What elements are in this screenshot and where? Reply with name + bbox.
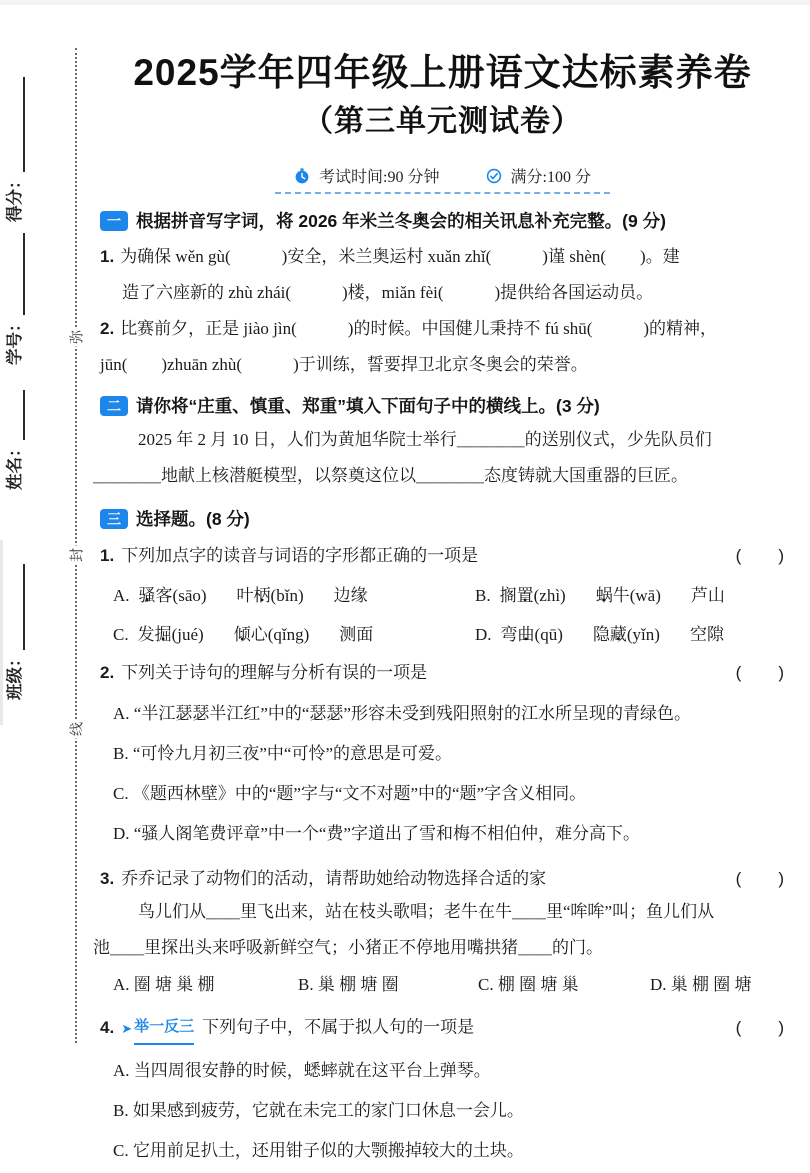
question-1-options — [113, 583, 785, 648]
exam-meta-row — [100, 164, 785, 187]
student-number-label: 学号： — [6, 315, 24, 365]
section-two-paragraph — [93, 422, 785, 494]
section-one-marker: 一 — [100, 211, 128, 231]
option-word: 蜗 •牛(wā) — [596, 583, 661, 609]
section-two-header — [100, 393, 785, 418]
option-word: 发掘 •(jué) — [138, 622, 204, 648]
fill-blank-line-2: ＿＿＿＿地献上核潜艇模型，以祭奠这位以＿＿＿＿态度铸就大国重器的巨匠。 — [93, 466, 688, 486]
option-c: C. 棚 圈 塘 巢 — [478, 975, 579, 995]
paper-title: 2025学年四年级上册语文达标素养卷 — [133, 52, 752, 93]
class-label: 班级： — [6, 650, 24, 700]
item-number: 1. — [100, 247, 115, 267]
option-b: B. “可怜九月初三夜”中“可怜”的意思是可爱。 — [113, 744, 453, 764]
question-3-answer-bracket: ( ) — [735, 869, 785, 889]
option-word: 边缘 — [333, 586, 368, 606]
question-4-stem — [121, 1012, 727, 1045]
pinyin-item-2-line-1 — [100, 311, 785, 347]
score-field — [3, 72, 25, 222]
question-1-stem-row — [100, 541, 785, 571]
pinyin-item-1 — [100, 239, 785, 311]
section-three-header — [100, 506, 785, 531]
question-3-options — [113, 968, 785, 1002]
seal-char-feng: 封 — [68, 546, 86, 565]
seal-char-mi: 弥 — [68, 328, 86, 347]
question-1-answer-bracket: ( ) — [735, 546, 785, 566]
paper-subtitle: （第三单元测试卷） — [303, 105, 582, 139]
option-a: A. “半江瑟瑟半江红”中的“瑟瑟”形容未受到残阳照射的江水所呈现的青绿色。 — [113, 704, 691, 724]
section-two-marker: 二 — [100, 396, 128, 416]
option-d — [475, 622, 785, 648]
option-word: 叶柄 •(bǐn) — [237, 583, 304, 609]
arrow-right-icon: ➤ — [121, 1020, 133, 1036]
option-c: C. 它用前足扒土，还用钳子似的大颚搬掉较大的土块。 — [113, 1141, 524, 1161]
question-4-number: 4. — [100, 1017, 115, 1037]
seal-char-xian: 线 — [68, 720, 86, 739]
class-blank-line — [9, 565, 25, 651]
question-3-paragraph — [93, 894, 785, 966]
meta-divider — [275, 192, 610, 194]
option-word: 芦山 — [690, 586, 725, 606]
option-c: C. 《题西林壁》中的“题”字与“文不对题”中的“题”字含义相同。 — [113, 784, 587, 804]
question-3-stem-row — [100, 864, 785, 894]
pinyin-item-1-line-2: 造了六座新的 zhù zhái( )楼，miǎn fèi( )提供给各国运动员。 — [122, 283, 654, 303]
analogy-tag — [121, 1012, 194, 1045]
question-4-stem-row — [100, 1012, 785, 1045]
question-2-stem: 下列关于诗句的理解与分析有误的一项是 — [121, 663, 428, 683]
option-b: B. 巢 棚 塘 圈 — [298, 975, 399, 995]
pinyin-item-1-line-1 — [100, 239, 785, 275]
option-b: B. 如果感到疲劳，它就在未完工的家门口休息一会儿。 — [113, 1101, 524, 1121]
class-field — [3, 560, 25, 700]
pinyin-item-2 — [100, 311, 785, 383]
option-word: 骚 •客(sāo) — [139, 583, 207, 609]
score-label: 得分： — [6, 172, 24, 222]
name-field — [3, 386, 25, 490]
option-c — [113, 622, 475, 648]
item-text: 比赛前夕，正是 jiào jìn( )的时候。中国健儿秉持不 fú shū( )的精神， — [120, 319, 718, 339]
section-one-header — [100, 208, 785, 233]
analogy-tag-label: 举一反三 — [134, 1012, 194, 1045]
question-3-line-2: 池＿＿里探出头来呼吸新鲜空气；小猪正不停地用嘴拱猪＿＿的门。 — [93, 938, 603, 958]
question-1-number: 1. — [100, 546, 115, 566]
exam-time-text: 考试时间:90 分钟 — [319, 169, 440, 187]
option-b — [475, 583, 785, 609]
name-label: 姓名： — [6, 440, 24, 490]
option-d: D. “骚人阁笔费评章”中一个“费”字道出了雪和梅不相伯仲，难分高下。 — [113, 824, 640, 844]
option-a: A. 圈 塘 巢 棚 — [113, 975, 215, 995]
section-one-items — [100, 239, 785, 383]
name-blank-line — [9, 391, 25, 441]
section-three-marker: 三 — [100, 509, 128, 529]
score-blank-line — [9, 78, 25, 173]
question-2-stem-row — [100, 658, 785, 688]
check-circle-icon — [486, 168, 502, 184]
question-2-answer-bracket: ( ) — [735, 663, 785, 683]
timer-icon — [294, 168, 310, 184]
student-number-field — [3, 229, 25, 365]
option-word: 搁置 •(zhì) — [500, 583, 566, 609]
option-d: D. 巢 棚 圈 塘 — [650, 975, 752, 995]
item-text: 为确保 wěn gù( )安全，米兰奥运村 xuǎn zhǐ( )谨 shèn( )。建 — [120, 247, 680, 267]
question-3-stem: 乔乔记录了动物们的活动，请帮助她给动物选择合适的家 — [121, 869, 547, 889]
full-score-text: 满分:100 分 — [510, 169, 591, 187]
question-4-options — [113, 1051, 785, 1171]
option-word: 隐藏 •(yǐn) — [593, 622, 660, 648]
student-number-blank-line — [9, 234, 25, 316]
option-word: 测面 — [339, 625, 374, 645]
section-three-title: 选择题。(8 分) — [136, 509, 250, 530]
question-1-stem: 下列加点字的读音与词语的字形都正确的一项是 — [121, 546, 479, 566]
question-4-answer-bracket: ( ) — [735, 1017, 785, 1037]
question-4-stem-text: 下列句子中，不属于拟人句的一项是 — [202, 1017, 475, 1037]
option-word: 空隙 — [689, 625, 724, 645]
question-2-options — [113, 694, 785, 854]
pinyin-item-2-line-2: jūn( )zhuān zhù( )于训练，誓要捍卫北京冬奥会的荣誉。 — [100, 355, 588, 375]
option-word: 弯曲 •(qū) — [501, 622, 563, 648]
section-one-title: 根据拼音写字词，将 2026 年米兰冬奥会的相关讯息补充完整。(9 分) — [136, 211, 666, 232]
option-label: C. — [113, 625, 129, 645]
section-two-title: 请你将“庄重、慎重、郑重”填入下面句子中的横线上。(3 分) — [136, 396, 600, 417]
option-word: 倾 •心(qǐng) — [234, 622, 310, 648]
fill-blank-line-1: 2025 年 2 月 10 日，人们为黄旭华院士举行＿＿＿＿的送别仪式，少先队员们 — [138, 430, 712, 450]
option-label: A. — [113, 586, 130, 606]
option-label: D. — [475, 625, 492, 645]
question-3-number: 3. — [100, 869, 115, 889]
option-label: B. — [475, 586, 491, 606]
paper-body — [93, 0, 785, 1173]
option-a: A. 当四周很安静的时候，蟋蟀就在这平台上弹琴。 — [113, 1061, 491, 1081]
option-a — [113, 583, 475, 609]
question-3-line-1: 鸟儿们从＿＿里飞出来，站在枝头歌唱；老牛在牛＿＿里“哞哞”叫；鱼儿们从 — [138, 902, 715, 922]
item-number: 2. — [100, 319, 115, 339]
question-2-number: 2. — [100, 663, 115, 683]
